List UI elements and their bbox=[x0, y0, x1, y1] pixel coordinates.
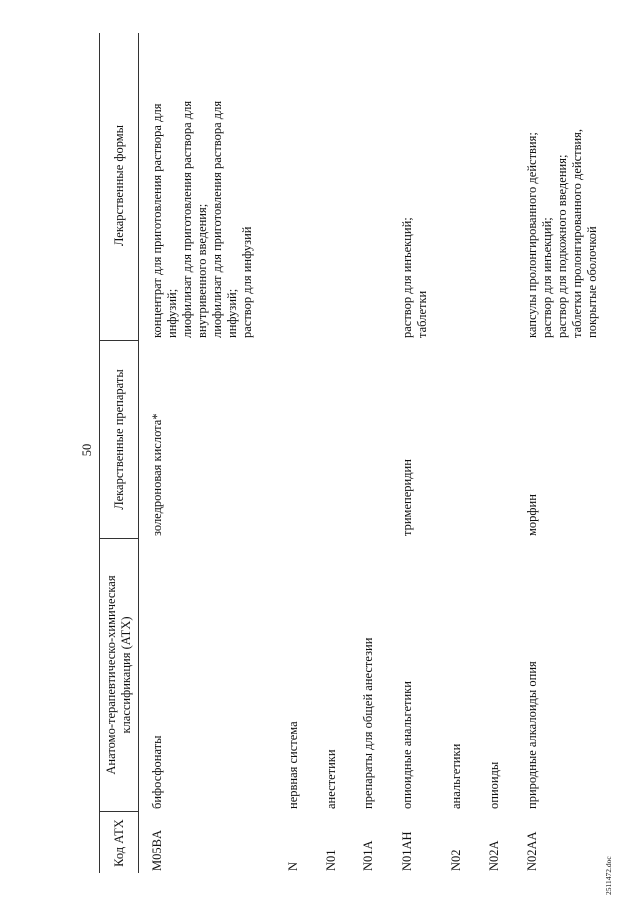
form-line: покрытые оболочкой bbox=[585, 226, 599, 338]
header-divider-1 bbox=[99, 811, 138, 812]
row-m05ba-code: M05BA bbox=[150, 830, 164, 871]
form-line: лиофилизат для приготовления раствора для bbox=[210, 100, 224, 338]
row-n-classification: нервная система bbox=[286, 721, 300, 809]
header-forms: Лекарственные формы bbox=[111, 124, 126, 247]
form-line: таблетки bbox=[415, 290, 429, 338]
row-n02-classification: анальгетики bbox=[449, 743, 463, 809]
row-n02aa-classification: природные алкалоиды опия bbox=[525, 661, 539, 809]
row-n01a-classification: препараты для общей анестезии bbox=[361, 637, 375, 809]
form-line: таблетки пролонгированного действия, bbox=[570, 128, 584, 338]
row-n02a-classification: опиоиды bbox=[487, 761, 501, 809]
form-line: инфузий; bbox=[165, 288, 179, 338]
row-n01ah-drug: тримеперидин bbox=[400, 459, 414, 536]
header-classification-line-1: Анатомо-терапевтическо-химическая bbox=[104, 575, 118, 775]
form-line: капсулы пролонгированного действия; bbox=[525, 132, 539, 338]
row-n01-code: N01 bbox=[324, 849, 338, 871]
footer-filename: 2511472.doc bbox=[604, 856, 613, 895]
form-line: раствор для инъекций; bbox=[400, 217, 414, 338]
row-m05ba-drug: золедроновая кислота* bbox=[150, 413, 164, 536]
row-n01ah-classification: опиоидные анальгетики bbox=[400, 681, 414, 809]
form-line: лиофилизат для приготовления раствора для bbox=[180, 100, 194, 338]
row-n01-classification: анестетики bbox=[324, 749, 338, 809]
header-drugs: Лекарственные препараты bbox=[111, 369, 126, 510]
row-n01ah-code: N01AH bbox=[400, 831, 414, 871]
row-n01a-code: N01A bbox=[361, 840, 375, 871]
row-n02-code: N02 bbox=[449, 849, 463, 871]
header-classification bbox=[100, 541, 138, 809]
header-classification-line-2: классификация (АТХ) bbox=[119, 616, 133, 734]
row-n-code: N bbox=[286, 861, 300, 871]
form-line: раствор для подкожного введения; bbox=[555, 154, 569, 338]
row-m05ba-classification: бифосфонаты bbox=[150, 735, 164, 809]
row-m05ba-forms bbox=[150, 33, 255, 338]
row-n02a-code: N02A bbox=[487, 840, 501, 871]
header-code: Код АТХ bbox=[111, 819, 126, 867]
row-n02aa-code: N02AA bbox=[525, 831, 539, 871]
form-line: внутривенного введения; bbox=[195, 203, 209, 338]
form-line: концентрат для приготовления раствора для bbox=[150, 103, 164, 338]
header-bottom-border bbox=[138, 33, 139, 873]
page-number: 50 bbox=[80, 443, 94, 457]
row-n01ah-forms bbox=[400, 33, 430, 338]
row-n02aa-drug: морфин bbox=[525, 494, 539, 536]
header-divider-3 bbox=[99, 340, 138, 341]
form-line: раствор для инфузий bbox=[240, 226, 254, 338]
form-line: инфузий; bbox=[225, 288, 239, 338]
header-divider-2 bbox=[99, 538, 138, 539]
form-line: раствор для инъекций; bbox=[540, 217, 554, 338]
row-n02aa-forms bbox=[525, 33, 600, 338]
